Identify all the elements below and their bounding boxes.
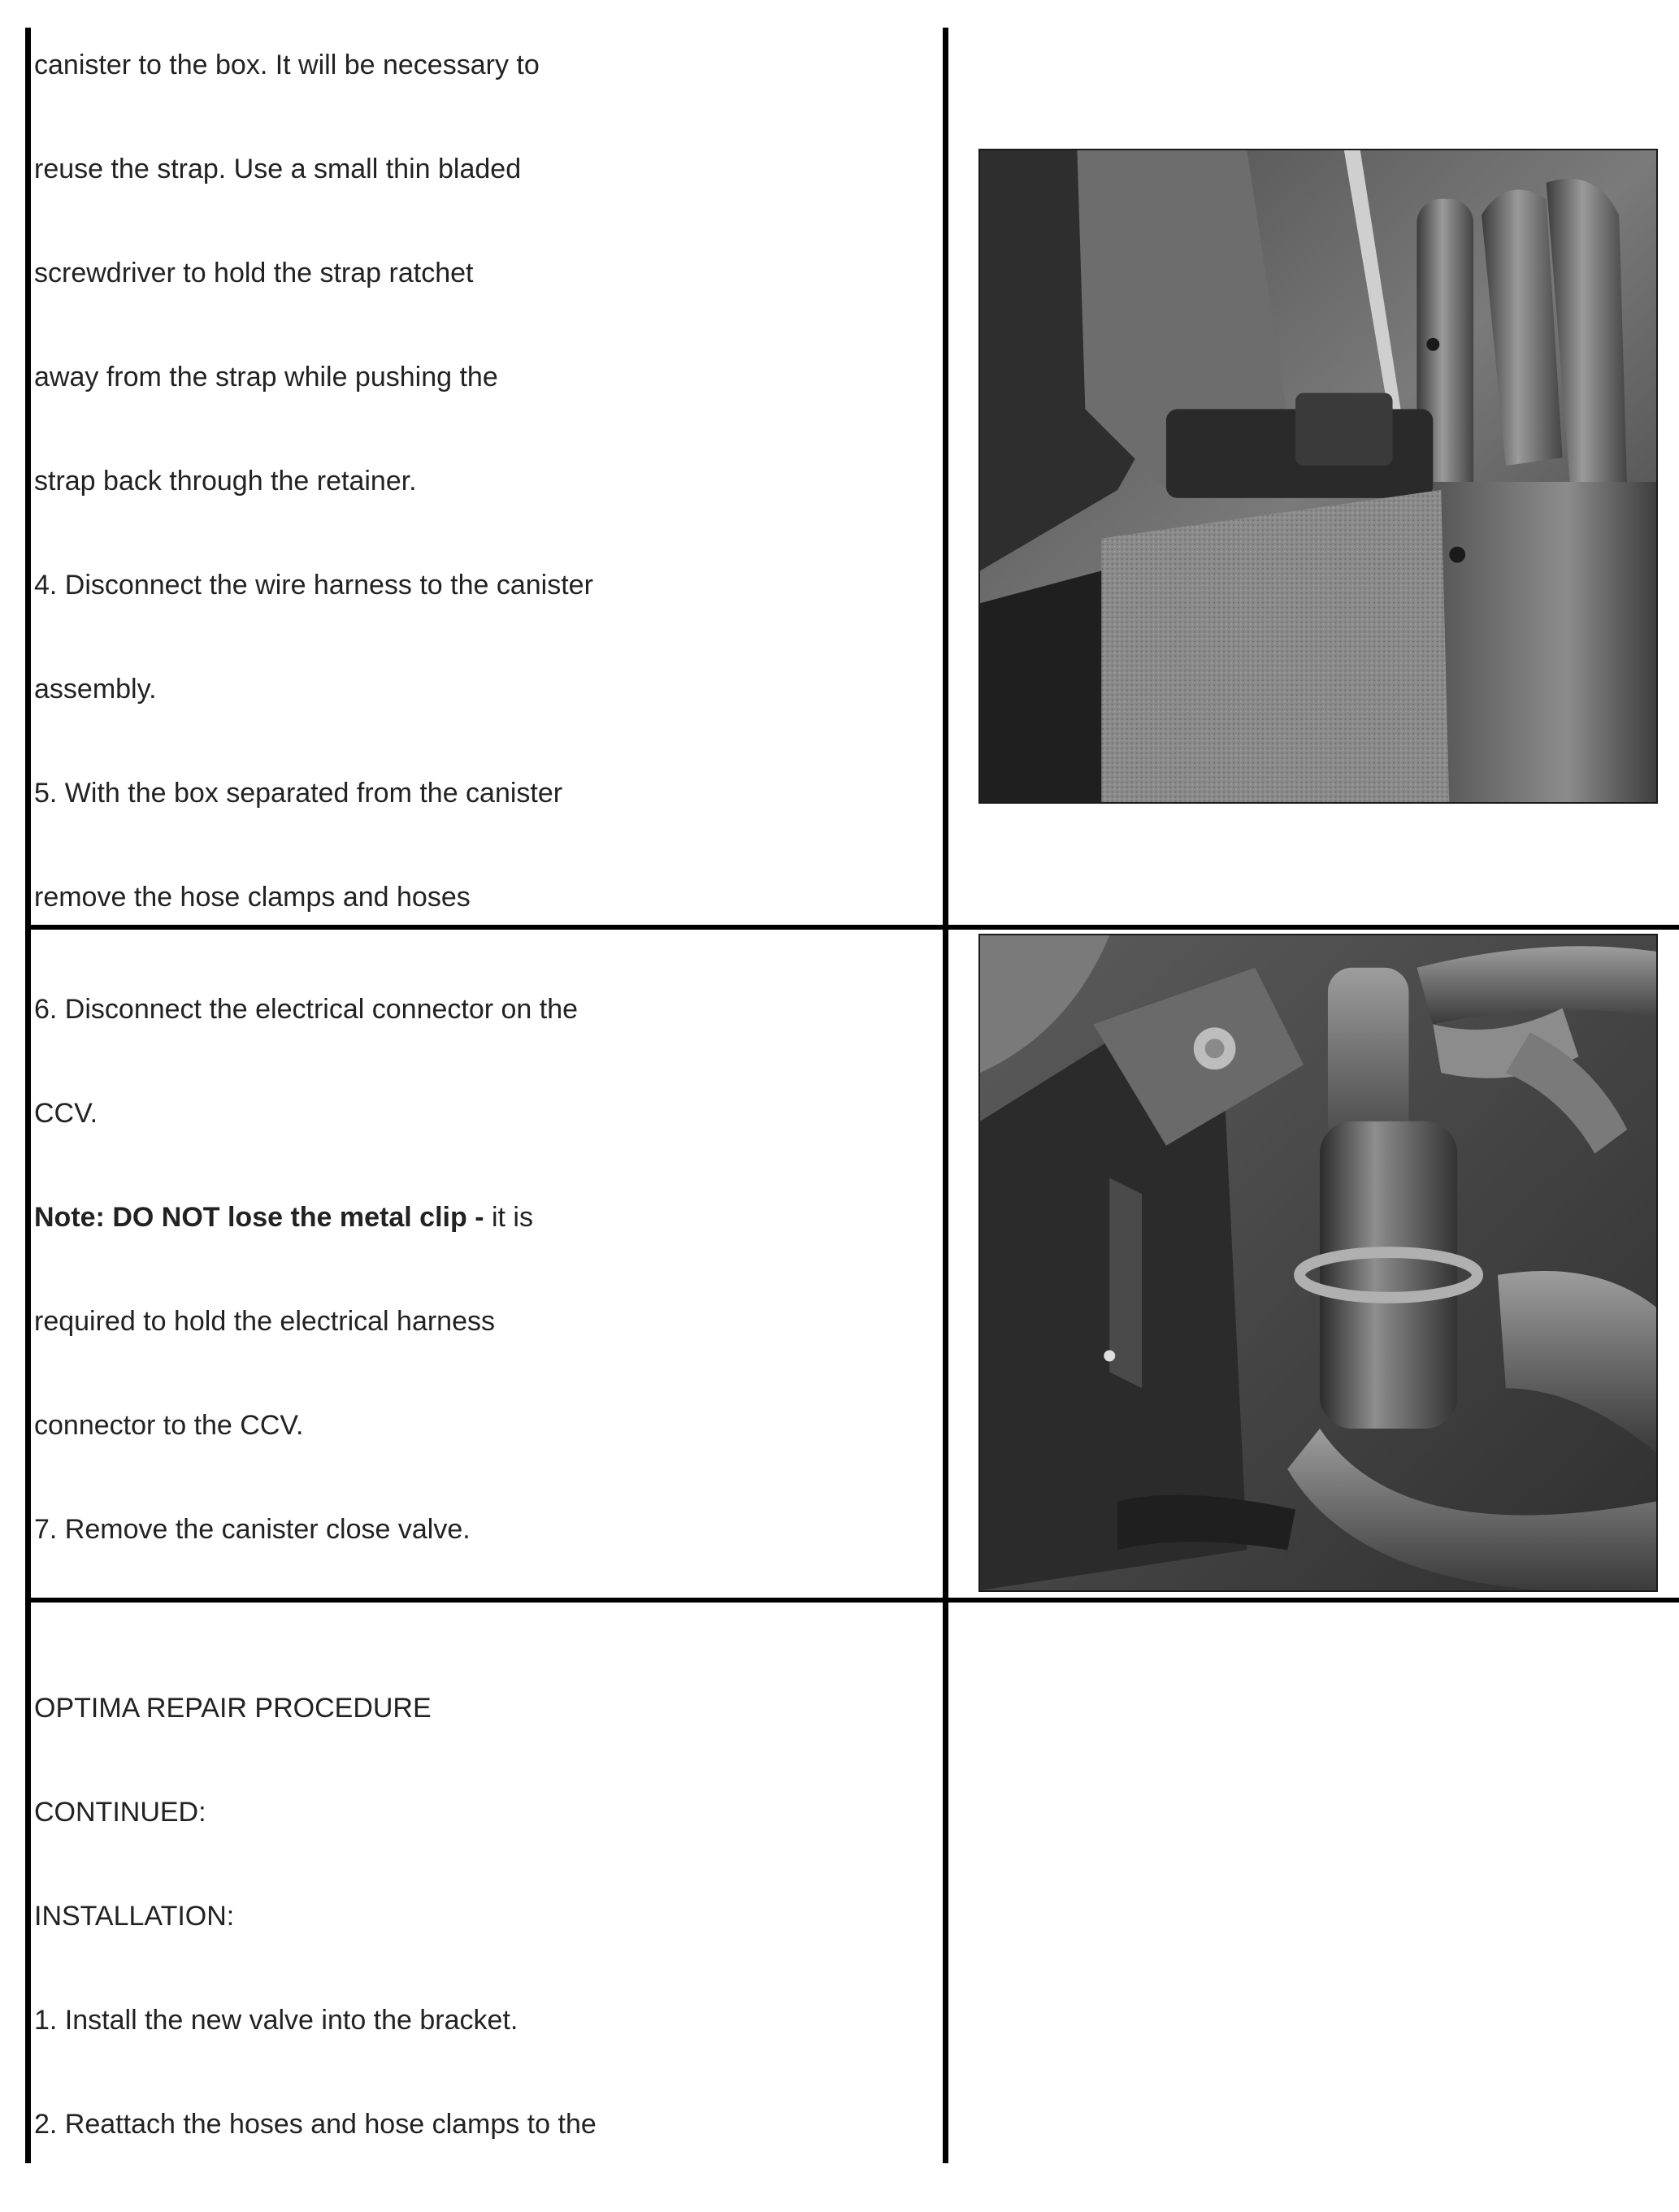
- step-6-text: 6. Disconnect the electrical connector on the: [34, 994, 579, 1025]
- note-bold-text: Note: DO NOT lose the metal clip -: [34, 1202, 492, 1233]
- step-5-text: 5. With the box separated from the canister: [34, 778, 563, 809]
- table-border-middle: [943, 28, 948, 2163]
- install-step-1-text: 1. Install the new valve into the bracket.: [34, 2005, 518, 2036]
- step-7-text: 7. Remove the canister close valve.: [34, 1514, 471, 1545]
- text-line: connector to the CCV.: [34, 1410, 304, 1441]
- row-1-text-cell: [34, 49, 928, 985]
- text-line: reuse the strap. Use a small thin bladed: [34, 154, 522, 184]
- canister-close-valve-photo: [978, 934, 1658, 1592]
- text-line: canister to the box. It will be necessary to: [34, 50, 540, 80]
- section-heading-continued: CONTINUED:: [34, 1797, 206, 1828]
- canister-photo-illustration: [980, 150, 1656, 802]
- text-line: assembly.: [34, 674, 157, 705]
- text-line: required to hold the electrical harness: [34, 1306, 495, 1337]
- install-step-2-text: 2. Reattach the hoses and hose clamps to the: [34, 2109, 597, 2140]
- valve-photo-illustration: [980, 935, 1656, 1590]
- installation-heading: INSTALLATION:: [34, 1901, 235, 1932]
- step-4-text: 4. Disconnect the wire harness to the canister: [34, 570, 593, 601]
- text-line: screwdriver to hold the strap ratchet: [34, 258, 474, 288]
- row-2-text-cell: [34, 993, 928, 1617]
- text-line: away from the strap while pushing the: [34, 362, 498, 393]
- note-rest-text: it is: [491, 1202, 533, 1233]
- text-line: remove the hose clamps and hoses: [34, 882, 471, 913]
- row-3-text-cell: [34, 1692, 928, 2212]
- table-border-left: [25, 28, 31, 2163]
- canister-assembly-photo: [978, 149, 1658, 804]
- note-line: [34, 1201, 928, 1305]
- text-line: CCV.: [34, 1098, 98, 1129]
- text-line: strap back through the retainer.: [34, 466, 417, 497]
- section-heading: OPTIMA REPAIR PROCEDURE: [34, 1693, 432, 1724]
